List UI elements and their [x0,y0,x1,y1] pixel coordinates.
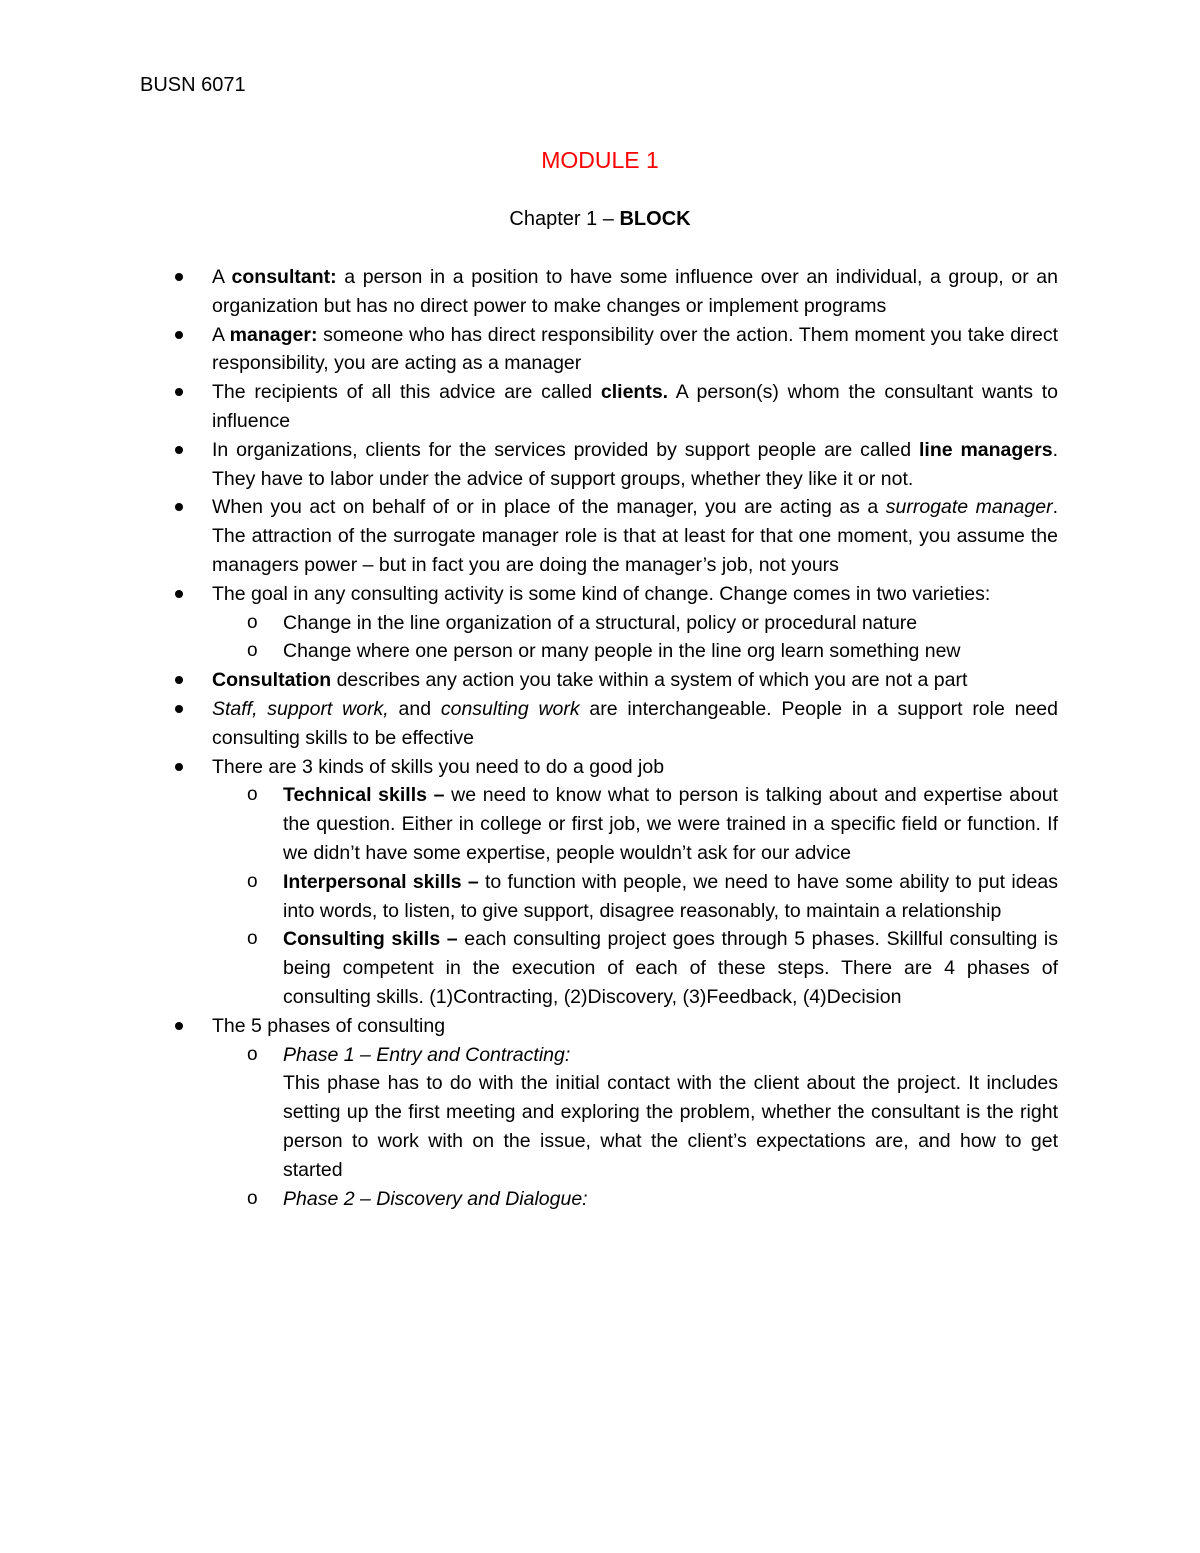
list-item-consultant [212,263,1058,321]
sub-item-phase-2 [247,1185,1058,1214]
text-span: and [388,697,441,720]
term-interpersonal-skills: Interpersonal skills – [283,870,479,893]
text-span: a person in a position to have some influence over an individual, a group, or an organization but has no direct power to make changes or implement programs [212,266,1058,317]
text-span: When you act on behalf of or in place of the manager, you are acting as a [212,496,886,519]
text-span: Change in the line organization of a structural, policy or procedural nature [283,611,918,634]
sub-item [247,637,1058,666]
sub-item-technical-skills [247,781,1058,867]
chapter-title [0,206,1200,232]
chapter-name: BLOCK [619,208,691,230]
bullet-icon [175,763,183,771]
list-item-support-work [212,695,1058,753]
bullet-icon [175,503,183,511]
chapter-prefix: Chapter 1 – [509,208,620,230]
text-span: to function with people, we need to have some ability to put ideas into words, to listen, to give support, disagree reasonably, to maintain a relationship [283,870,1058,922]
list-item-change [212,580,1058,666]
bullet-icon [175,705,183,713]
text-span: Change where one person or many people in the line org learn something new [283,640,961,663]
sub-item-consulting-skills [247,925,1058,1011]
circle-bullet-icon: o [247,870,258,892]
bullet-icon [175,331,183,339]
bullet-icon [175,273,183,281]
bullet-icon [175,1022,183,1030]
bullet-icon [175,388,183,396]
term-manager: manager: [229,323,318,346]
circle-bullet-icon: o [247,1187,258,1209]
text-span: A person(s) whom the consultant wants to influence [212,381,1058,432]
phase-1-title: Phase 1 – Entry and Contracting: [283,1043,571,1066]
circle-bullet-icon: o [247,1043,258,1065]
text-span: describes any action you take within a system of which you are not a part [331,669,968,692]
sub-item-phase-1 [247,1041,1058,1185]
term-consulting-work: consulting work [440,697,580,720]
text-span: In organizations, clients for the services provided by support people are called [212,438,919,461]
phase-1-body: This phase has to do with the initial contact with the client about the project. It includes setting up the first meeting and exploring the problem, whether the consultant is the right person to work with on the issue, what the client’s expectations are, and how to get started [283,1072,1058,1181]
notes-content [212,263,1058,1213]
sub-item-interpersonal-skills [247,868,1058,926]
list-item-skills [212,753,1058,1012]
bullet-icon [175,676,183,684]
sub-item [247,609,1058,638]
text-span: The 5 phases of consulting [212,1014,446,1037]
list-item-clients [212,378,1058,436]
list-item-line-managers [212,436,1058,494]
text-span: are interchangeable. People in a support role need consulting skills to be effective [212,697,1058,749]
text-span: The goal in any consulting activity is some kind of change. Change comes in two varieties: [212,582,991,605]
term-consulting-skills: Consulting skills – [283,928,458,951]
list-item-manager [212,321,1058,379]
phase-2-title: Phase 2 – Discovery and Dialogue: [283,1187,588,1210]
list-item-consultation [212,666,1058,695]
text-span: each consulting project goes through 5 phases. Skillful consulting is being competent in the execution of each of these steps. There are 4 phases of consulting skills. (1)Contracting, (2)Discovery, (3)Feedback, (4)Decision [283,928,1058,1008]
text-span: . They have to labor under the advice of support groups, whether they like it or not. [212,438,1059,490]
list-item-phases [212,1012,1058,1214]
sub-list [212,609,1058,667]
sub-list [212,1041,1058,1214]
text-span: we need to know what to person is talking about and expertise about the question. Either in college or first job, we were trained in a specific field or function. If we didn’t have some expertise, people wouldn’t ask for our advice [283,784,1058,864]
text-span: someone who has direct responsibility over the action. Them moment you take direct responsibility, you are acting as a manager [212,323,1058,375]
circle-bullet-icon: o [247,611,258,633]
term-staff-support-work: Staff, support work, [212,697,389,720]
bullet-list [212,263,1058,1213]
text-span: . The attraction of the surrogate manager role is that at least for that one moment, you assume the managers power – but in fact you are doing the manager’s job, not yours [212,496,1059,576]
term-surrogate-manager: surrogate manager [885,496,1053,519]
text-span: A [212,266,232,288]
circle-bullet-icon: o [247,784,258,806]
text-span: There are 3 kinds of skills you need to do a good job [212,755,665,778]
bullet-icon [175,590,183,598]
term-clients: clients. [600,381,669,404]
bullet-icon [175,446,183,454]
term-consultant: consultant: [231,266,337,288]
term-line-managers: line managers [918,438,1053,461]
module-title: MODULE 1 [541,147,659,173]
circle-bullet-icon: o [247,928,258,950]
term-consultation: Consultation [212,669,332,692]
text-span: The recipients of all this advice are called [212,381,601,404]
list-item-surrogate-manager [212,493,1058,579]
sub-list [212,781,1058,1011]
course-code: BUSN 6071 [140,74,246,96]
circle-bullet-icon: o [247,640,258,662]
term-technical-skills: Technical skills – [283,784,445,807]
text-span: A [212,323,230,346]
